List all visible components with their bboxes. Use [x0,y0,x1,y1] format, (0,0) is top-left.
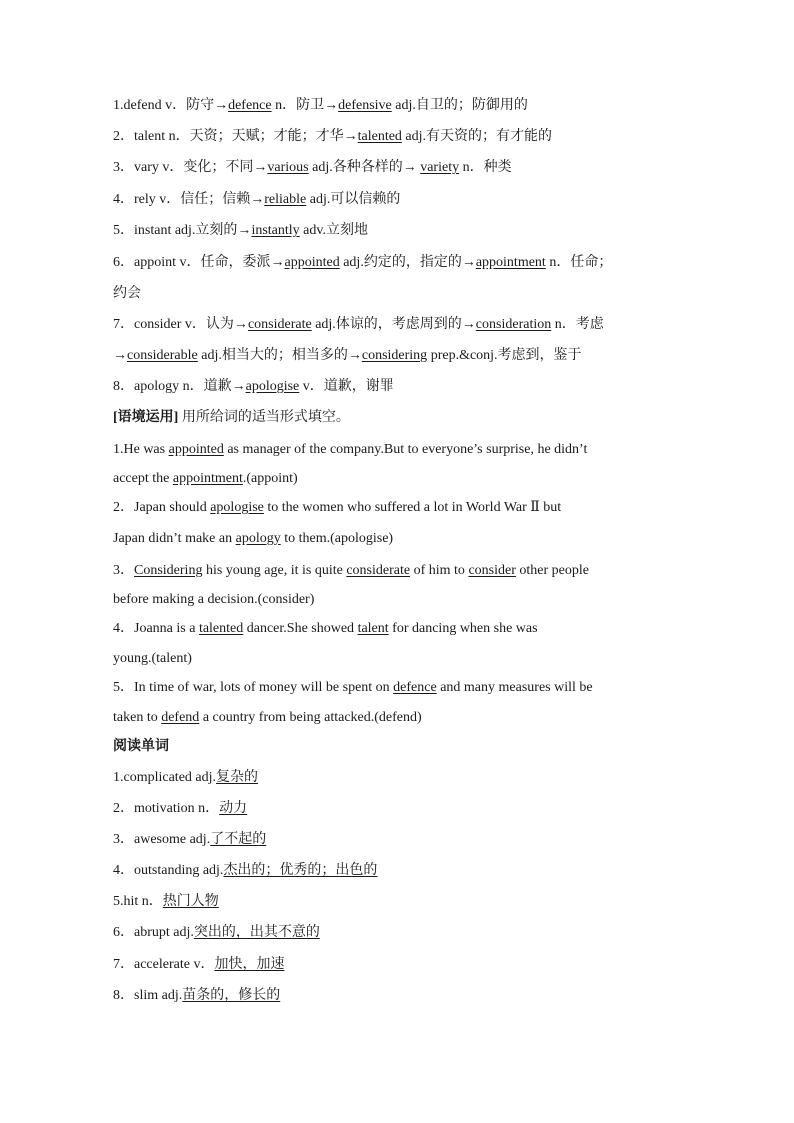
vocab-text: 6．appoint v．任命，委派→ [113,255,285,270]
reading-word: 3．awesome adj. [113,832,211,847]
vocab-text: 2．talent n．天资；天赋；才能；才华→ [113,129,358,144]
vocab-text: n．防卫→ [271,98,339,113]
reading-line-1 [113,768,258,788]
reading-meaning: 苗条的，修长的 [182,988,281,1003]
usage-line-4-cont [113,649,192,669]
reading-meaning: 加快，加速 [214,957,285,972]
vocab-answer: talented [357,129,402,144]
vocab-text: adj.有天资的；有才能的 [401,129,553,144]
vocab-line-7 [113,315,604,335]
reading-heading: 阅读单词 [113,739,169,754]
usage-answer: appointment [172,471,243,486]
usage-answer: consider [468,563,516,578]
vocab-answer: consideration [475,317,552,332]
usage-line-3-cont [113,590,314,610]
usage-text: to the women who suffered a lot in World War Ⅱ but [263,500,562,515]
reading-line-4 [113,861,377,881]
usage-answer: apology [235,531,281,546]
vocab-text: n．种类 [459,160,512,175]
vocab-line-7-cont [113,346,582,366]
section-heading: [语境运用] [113,410,179,425]
usage-text: other people [515,563,589,578]
usage-text: accept the [113,471,173,486]
usage-text: 3． [113,563,134,578]
vocab-text: 8．apology n．道歉→ [113,379,246,394]
vocab-text: 4．rely v．信任；信赖→ [113,192,265,207]
vocab-text: → [113,348,127,363]
reading-meaning: 复杂的 [216,770,259,785]
reading-line-6 [113,923,320,943]
vocab-text: 约会 [113,286,141,301]
reading-word: 8．slim adj. [113,988,183,1003]
usage-line-2 [113,498,561,518]
usage-text: for dancing when she was [388,621,538,636]
vocab-text: 7．consider v．认为→ [113,317,248,332]
vocab-answer: apologise [245,379,300,394]
vocab-text: adj.自卫的；防御用的 [391,98,528,113]
vocab-answer: various [267,160,309,175]
vocab-text: adj.相当大的；相当多的→ [197,348,362,363]
usage-answer: apologise [210,500,264,515]
vocab-text: v．道歉，谢罪 [299,379,394,394]
usage-answer: appointed [168,442,224,457]
reading-meaning: 热门人物 [162,894,219,909]
reading-line-8 [113,986,280,1006]
reading-line-2 [113,799,247,819]
usage-line-2-cont [113,529,393,549]
vocab-answer: defensive [338,98,392,113]
vocab-answer: defence [228,98,272,113]
vocab-line-8 [113,377,394,397]
usage-text: and many measures will be [436,680,593,695]
vocab-line-1 [113,96,528,116]
vocab-text: adv.立刻地 [299,223,368,238]
vocab-answer: considerate [247,317,312,332]
vocab-answer: considerable [127,348,198,363]
usage-text: .(appoint) [242,471,298,486]
usage-text: a country from being attacked.(defend) [199,710,422,725]
vocab-text: n．考虑 [551,317,604,332]
usage-line-3 [113,561,589,581]
usage-text: as manager of the company.But to everyone’s surprise, he didn’t [223,442,588,457]
usage-text: taken to [113,710,162,725]
vocab-text: n．任命； [545,255,613,270]
vocab-line-6 [113,253,612,273]
vocab-answer: considering [361,348,428,363]
usage-text: 2．Japan should [113,500,211,515]
usage-line-4 [113,619,538,639]
reading-meaning: 了不起的 [210,832,267,847]
reading-word: 6．abrupt adj. [113,925,194,940]
reading-word: 2．motivation n． [113,801,220,816]
section-instruction: 用所给词的适当形式填空。 [178,410,350,425]
vocab-line-4 [113,190,400,210]
usage-text: 1.He was [113,442,169,457]
usage-answer: defend [161,710,200,725]
reading-word: 4．outstanding adj. [113,863,224,878]
usage-answer: defence [393,680,437,695]
reading-word: 5.hit n． [113,894,163,909]
vocab-text: 3．vary v．变化；不同→ [113,160,268,175]
reading-line-5 [113,892,219,912]
vocab-line-6-cont [113,284,141,304]
vocab-text: prep.&conj.考虑到，鉴于 [427,348,582,363]
vocab-text: 5．instant adj.立刻的→ [113,223,252,238]
vocab-text: adj.各种各样的→ [308,160,421,175]
usage-text: young.(talent) [113,651,192,666]
usage-line-1-cont [113,469,298,489]
reading-word: 7．accelerate v． [113,957,215,972]
usage-text: of him to [410,563,469,578]
usage-heading-line [113,408,350,428]
usage-answer: Considering [134,563,203,578]
usage-text: before making a decision.(consider) [113,592,315,607]
vocab-answer: instantly [251,223,300,238]
vocab-text: adj.体谅的，考虑周到的→ [311,317,476,332]
usage-text: 5．In time of war, lots of money will be spent on [113,680,394,695]
usage-text: to them.(apologise) [280,531,394,546]
vocab-line-2 [113,127,552,147]
usage-line-5 [113,678,593,698]
vocab-answer: variety [420,160,460,175]
vocab-line-3 [113,158,512,178]
usage-answer: talent [357,621,389,636]
usage-text: Japan didn’t make an [113,531,236,546]
usage-text: his young age, it is quite [202,563,347,578]
usage-answer: talented [198,621,244,636]
vocab-text: 1.defend v．防守→ [113,98,229,113]
usage-text: dancer.She showed [243,621,358,636]
reading-meaning: 杰出的；优秀的；出色的 [223,863,378,878]
vocab-line-5 [113,221,368,241]
vocab-text: adj.可以信赖的 [306,192,401,207]
vocab-answer: reliable [264,192,307,207]
reading-meaning: 突出的，出其不意的 [193,925,320,940]
usage-line-1 [113,440,587,460]
vocab-text: adj.约定的，指定的→ [339,255,476,270]
usage-text: 4．Joanna is a [113,621,199,636]
reading-meaning: 动力 [219,801,248,816]
usage-answer: considerate [346,563,411,578]
vocab-answer: appointed [284,255,340,270]
vocab-answer: appointment [475,255,546,270]
usage-line-5-cont [113,708,422,728]
reading-line-7 [113,955,284,975]
reading-word: 1.complicated adj. [113,770,217,785]
reading-line-3 [113,830,266,850]
